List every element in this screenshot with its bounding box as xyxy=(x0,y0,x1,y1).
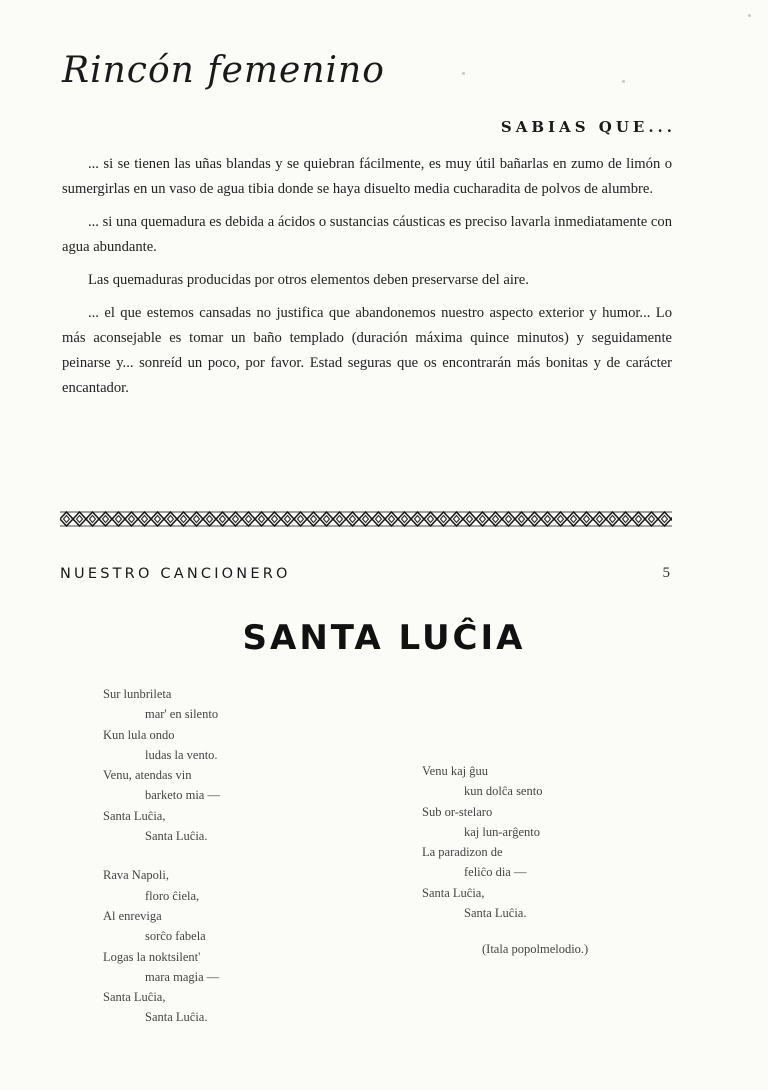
paper-speck xyxy=(622,80,625,83)
verse-line: floro ĉiela, xyxy=(145,888,200,903)
verse-line: Sub or-stelaro xyxy=(422,804,493,819)
verse-line: Rava Napoli, xyxy=(103,868,169,883)
verse-line: sorĉo fabela xyxy=(145,929,206,944)
verse-line: mar' en silento xyxy=(145,707,219,722)
verse-line: ludas la vento. xyxy=(145,747,218,762)
article-paragraph: ... si una quemadura es debida a ácidos o sustancias cáusticas es preciso lavarla inmediatamente con agua abundante. xyxy=(62,214,672,255)
verse-line: Santa Luĉia, xyxy=(103,808,166,823)
article-body xyxy=(62,152,672,409)
verse-line: Santa Luĉia. xyxy=(145,1010,208,1025)
verse-line: kaj lun-arĝento xyxy=(464,824,541,839)
song-title: SANTA LUĈIA xyxy=(242,618,526,658)
verse-line: Sur lunbrileta xyxy=(103,687,172,701)
verse-line: mara magia — xyxy=(145,969,220,984)
verse-line: Kun lula ondo xyxy=(103,727,175,742)
stanza-break xyxy=(103,846,220,865)
subheading: SABIAS QUE... xyxy=(500,118,676,136)
verse-line: La paradizon de xyxy=(422,845,503,860)
article-paragraph: ... si se tienen las uñas blandas y se quiebran fácilmente, es muy útil bañarlas en zumo de limón o sumergirlas en un vaso de agua tibia donde se haya disuelto media cucharadita de polvos de alumbre. xyxy=(62,156,672,197)
verse-line: Santa Luĉia, xyxy=(422,885,485,900)
paper-speck xyxy=(748,14,751,17)
verse-line: Al enrevigа xyxy=(103,908,162,923)
verse-line: Santa Luĉia. xyxy=(464,906,527,921)
verse-line: Venu kaj ĝuu xyxy=(422,764,488,778)
verse-line: Venu, atendas vin xyxy=(103,768,192,783)
verse-column-right xyxy=(422,761,542,923)
article-paragraph: ... el que estemos cansadas no justifica que abandonemos nuestro aspecto exterior y humor... Lo más aconsejable es tomar un baño templado (duración máxima quince minutos) y seguidamente peinarse y... sonreíd un poco, por favor. Estad seguras que os encontrarán más bonitas y de carácter encantador. xyxy=(62,305,672,396)
verse-line: Santa Luĉia, xyxy=(103,990,166,1005)
verse-line: kun dolĉa sento xyxy=(464,784,543,799)
songbook-header: NUESTRO CANCIONERO xyxy=(60,566,291,582)
verse-line: Logas la noktsilent' xyxy=(103,949,201,964)
song-attribution: (Itala popolmelodio.) xyxy=(482,942,589,956)
verse-line: barketo mia — xyxy=(145,788,220,803)
page-number: 5 xyxy=(662,565,670,581)
verse-column-left xyxy=(103,684,220,1028)
paper-speck xyxy=(462,72,465,75)
section-title: Rincón femenino xyxy=(62,50,385,91)
verse-line: Santa Luĉia. xyxy=(145,829,208,844)
verse-line: feliĉo dia — xyxy=(464,865,527,880)
ornamental-divider xyxy=(60,510,672,528)
article-paragraph: Las quemaduras producidas por otros elementos deben preservarse del aire. xyxy=(88,272,529,288)
